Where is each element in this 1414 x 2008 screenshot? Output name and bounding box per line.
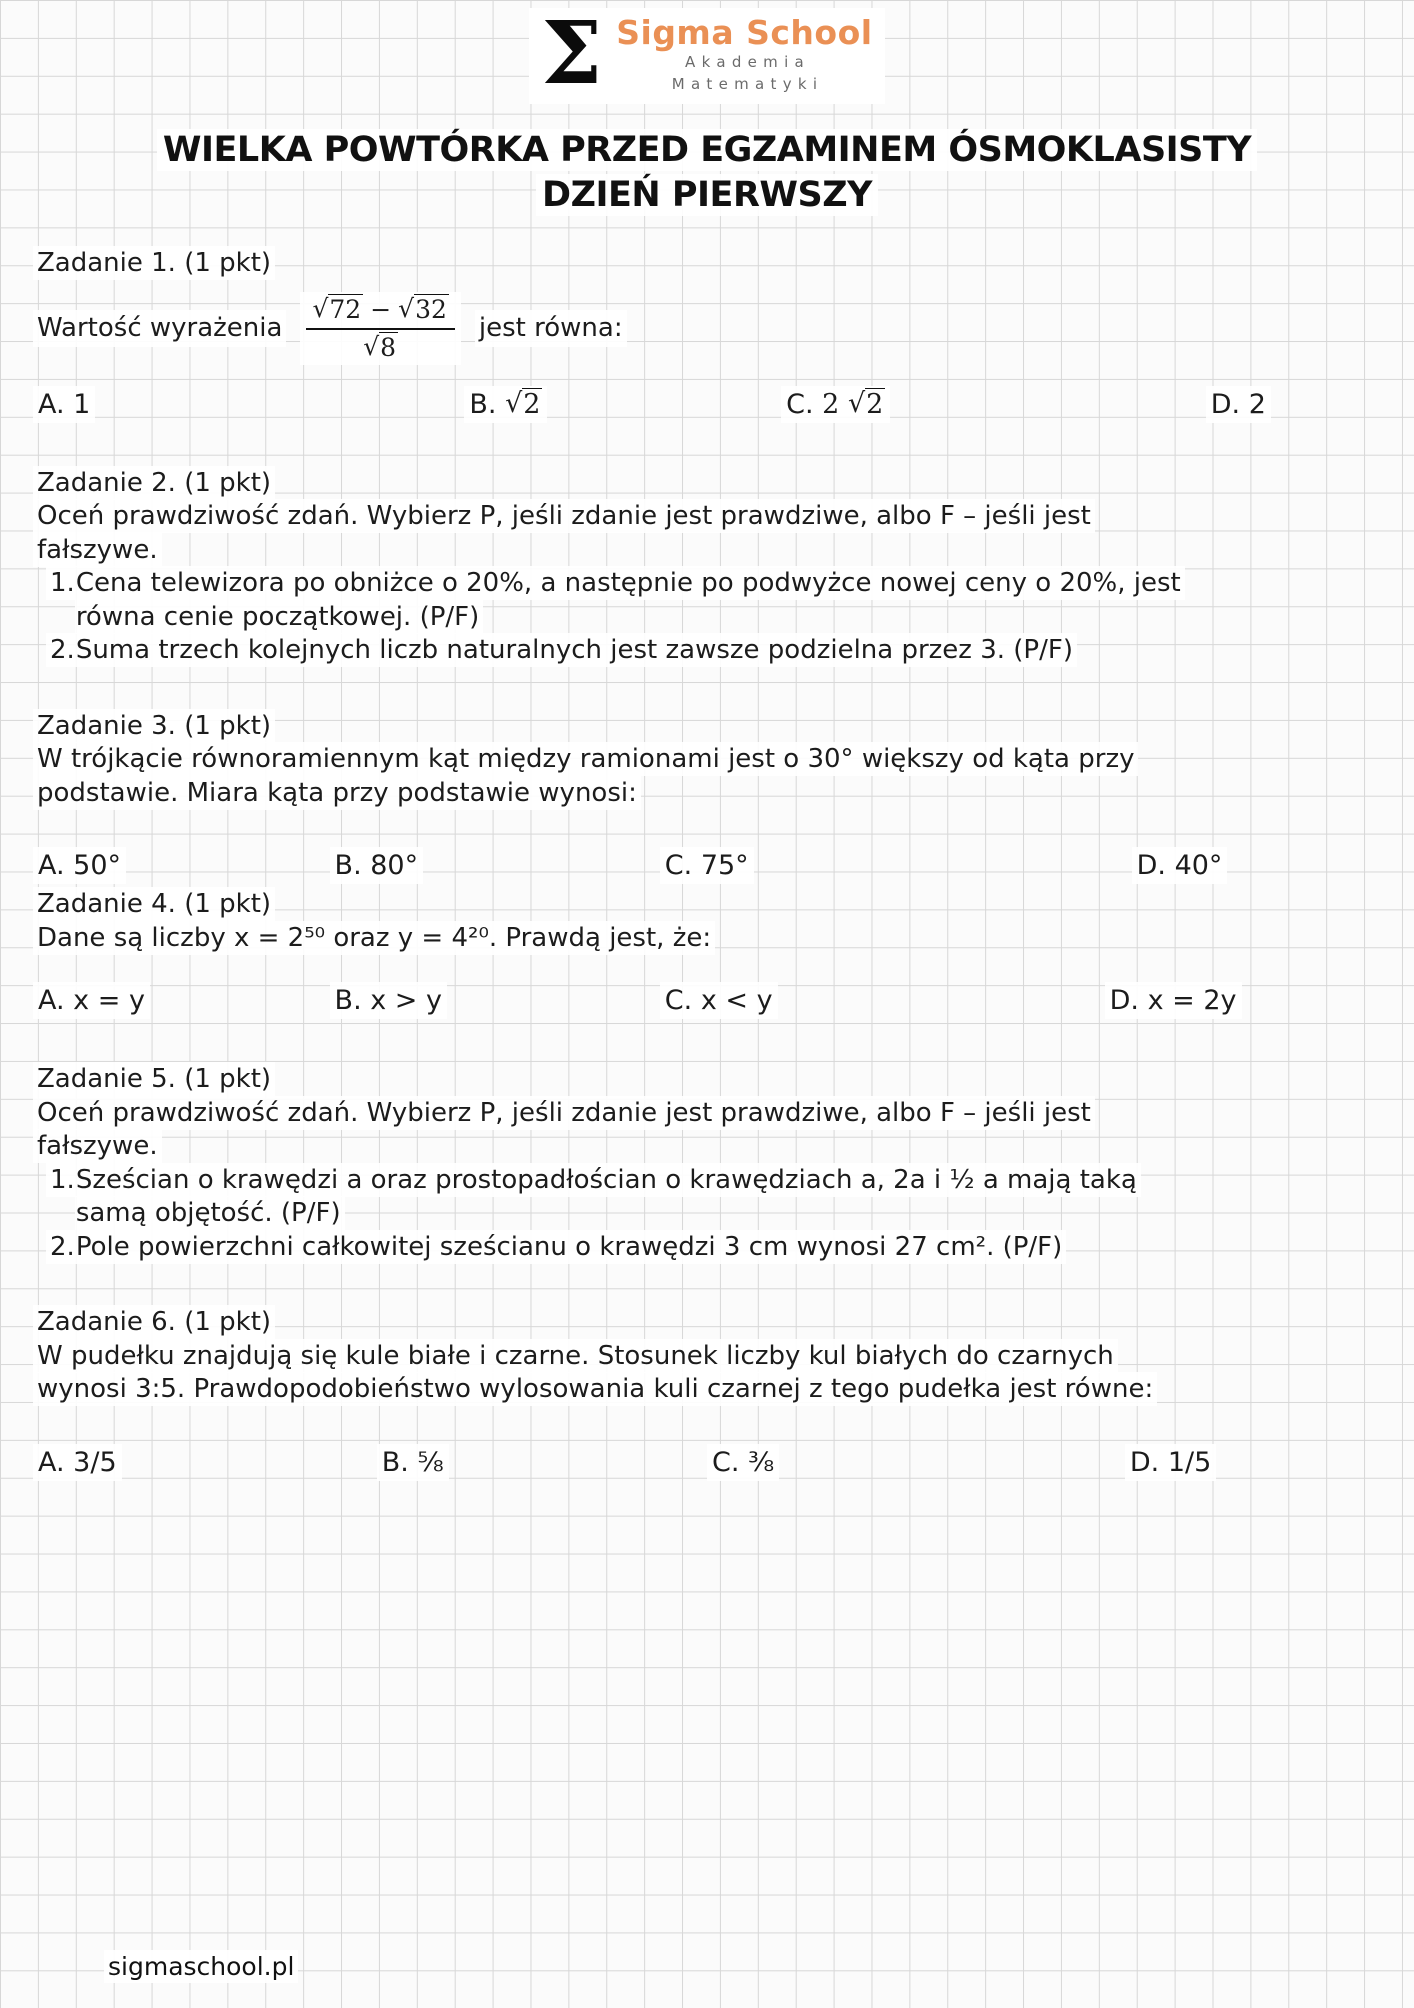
task-3-options (33, 846, 1381, 886)
task-6-title: Zadanie 6. (1 pkt) (33, 1306, 1381, 1340)
option-d: D. 40° (1132, 846, 1381, 886)
task-5-statement-2: 2. Pole powierzchni całkowitej sześcianu o krawędzi 3 cm wynosi 27 cm². (P/F) (33, 1231, 1381, 1265)
logo-subtitle-line1: Akademia (685, 52, 811, 71)
option-c: C. 75° (660, 846, 1132, 886)
task-4-options (33, 981, 1381, 1021)
logo-name: Sigma School (616, 13, 873, 53)
task-5-title: Zadanie 5. (1 pkt) (33, 1063, 1381, 1097)
option-b: B. 80° (330, 846, 660, 886)
option-c: C. ⅜ (707, 1443, 1125, 1483)
task-3-text: W trójkącie równoramiennym kąt między ramionami jest o 30° większy od kąta przy (33, 743, 1381, 777)
option-a: A. 1 (33, 385, 464, 425)
option-b: B. √2 (464, 385, 781, 425)
task-2-statement-1: 1. Cena telewizora po obniżce o 20%, a następnie po podwyżce nowej ceny o 20%, jest równa cenie początkowej. (P/F) (33, 567, 1381, 634)
worksheet-content (0, 247, 1414, 1483)
task-6-options (33, 1443, 1381, 1483)
page-title: WIELKA POWTÓRKA PRZED EGZAMINEM ÓSMOKLASISTY (0, 128, 1414, 172)
option-a: A. x = y (33, 981, 330, 1021)
task-4-text: Dane są liczby x = 2⁵⁰ oraz y = 4²⁰. Prawdą jest, że: (33, 922, 1381, 956)
option-d: D. x = 2y (1105, 981, 1381, 1021)
task-5-statement-1: 1. Sześcian o krawędzi a oraz prostopadłościan o krawędziach a, 2a i ½ a mają taką samą objętość. (P/F) (33, 1164, 1381, 1231)
task-1-text-after: jest równa: (475, 310, 627, 348)
math-fraction: √72 − √32 √8 (300, 292, 460, 366)
option-c: C. 2 √2 (781, 385, 1206, 425)
task-2-title: Zadanie 2. (1 pkt) (33, 467, 1381, 501)
task-5: Zadanie 5. (1 pkt) Oceń prawdziwość zdań. Wybierz P, jeśli zdanie jest prawdziwe, albo F – jeśli jest fałszywe. 1. Sześcian o krawędzi a oraz prostopadłościan o krawędziach a, 2a i ½ a mają taką samą objętość. (P/F) 2. Pole powierzchni całkowitej sześcianu o krawędzi 3 cm wynosi 27 cm². (P/F) (33, 1063, 1381, 1264)
task-5-intro: Oceń prawdziwość zdań. Wybierz P, jeśli zdanie jest prawdziwe, albo F – jeśli jest (33, 1097, 1381, 1131)
task-4-title: Zadanie 4. (1 pkt) (33, 888, 1381, 922)
task-2: Zadanie 2. (1 pkt) Oceń prawdziwość zdań. Wybierz P, jeśli zdanie jest prawdziwe, albo F – jeśli jest fałszywe. 1. Cena telewizora po obniżce o 20%, a następnie po podwyżce nowej ceny o 20%, jest równa cenie początkowej. (P/F) 2. Suma trzech kolejnych liczb naturalnych jest zawsze podzielna przez 3. (P/F) (33, 467, 1381, 668)
logo-box (529, 3, 885, 105)
task-1 (33, 247, 1381, 425)
minus-sign: − (370, 294, 392, 324)
task-6: Zadanie 6. (1 pkt) W pudełku znajdują się kule białe i czarne. Stosunek liczby kul białych do czarnych wynosi 3:5. Prawdopodobieństwo wylosowania kuli czarnej z tego pudełka jest równe: A. 3/5 B. ⅝ C. ⅜ D. 1/5 (33, 1306, 1381, 1483)
task-4 (33, 888, 1381, 1021)
page-subtitle: DZIEŃ PIERWSZY (0, 173, 1414, 217)
option-b: B. x > y (330, 981, 660, 1021)
task-2-intro: Oceń prawdziwość zdań. Wybierz P, jeśli zdanie jest prawdziwe, albo F – jeśli jest (33, 500, 1381, 534)
task-1-title: Zadanie 1. (1 pkt) (33, 247, 1381, 281)
task-1-text-before: Wartość wyrażenia (33, 310, 286, 348)
logo-subtitle-line2: Matematyki (671, 75, 824, 94)
task-3-title: Zadanie 3. (1 pkt) (33, 710, 1381, 744)
sigma-icon: Σ (541, 3, 603, 105)
footer-url: sigmaschool.pl (104, 1952, 298, 1981)
task-1-options (33, 385, 1381, 425)
option-a: A. 3/5 (33, 1443, 377, 1483)
task-2-statement-2: 2. Suma trzech kolejnych liczb naturalnych jest zawsze podzielna przez 3. (P/F) (33, 634, 1381, 668)
option-a: A. 50° (33, 846, 330, 886)
option-c: C. x < y (660, 981, 1105, 1021)
option-d: D. 2 (1206, 385, 1381, 425)
logo-text (616, 13, 873, 96)
task-6-text: W pudełku znajdują się kule białe i czarne. Stosunek liczby kul białych do czarnych (33, 1340, 1381, 1374)
task-1-question (33, 287, 627, 371)
option-b: B. ⅝ (377, 1443, 707, 1483)
worksheet-page (0, 3, 1414, 2008)
task-3: Zadanie 3. (1 pkt) W trójkącie równoramiennym kąt między ramionami jest o 30° większy od kąta przy podstawie. Miara kąta przy podstawie wynosi: A. 50° B. 80° C. 75° D. 40° (33, 710, 1381, 887)
option-d: D. 1/5 (1125, 1443, 1381, 1483)
